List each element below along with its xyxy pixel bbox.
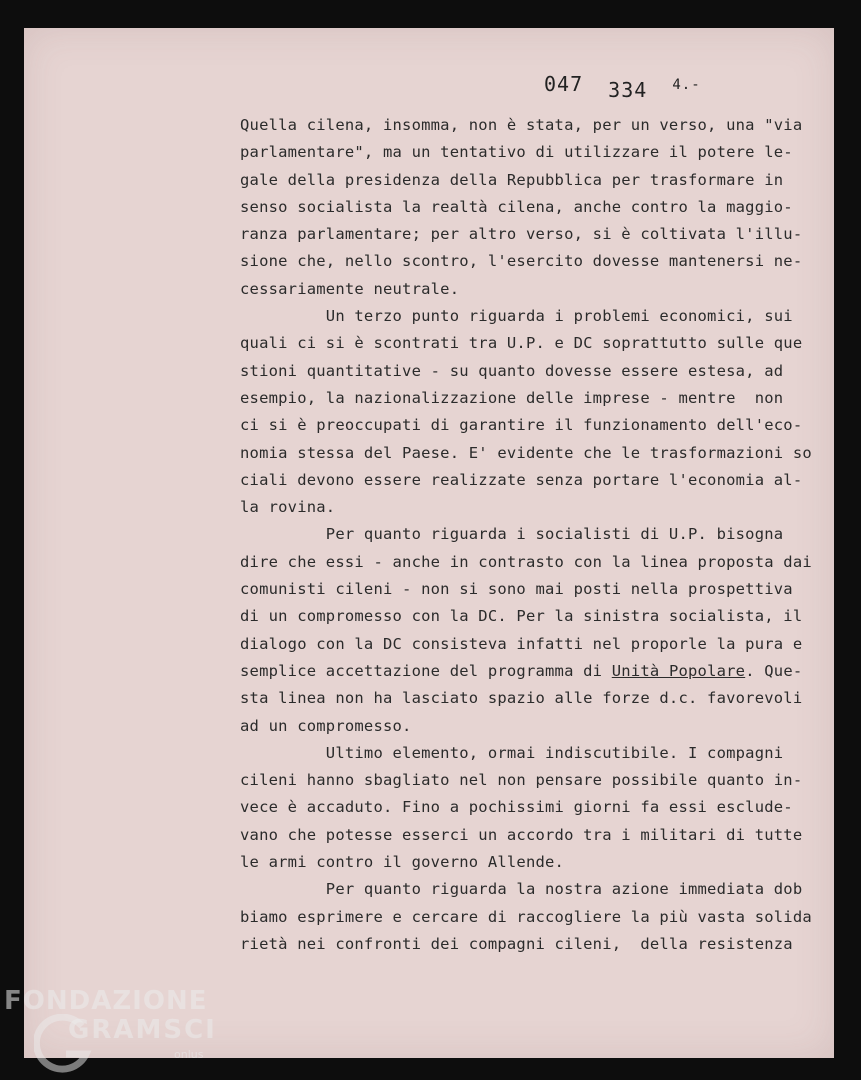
text-line: sta linea non ha lasciato spazio alle forze d.c. favorevoli (240, 689, 803, 708)
watermark-line-2: GRAMSCI (68, 1015, 217, 1045)
archive-number-1: 047 (544, 72, 584, 96)
text-line: gale della presidenza della Repubblica per trasformare in (240, 170, 784, 189)
text-line: sione che, nello scontro, l'esercito dovesse mantenersi ne- (240, 252, 803, 271)
page-marker: 4.- (672, 77, 701, 93)
underlined-term: Unità Popolare (611, 661, 746, 680)
text-line: semplice accettazione del programma di Unità Popolare. Que- (240, 661, 803, 680)
text-line: Quella cilena, insomma, non è stata, per un verso, una "via (240, 116, 803, 134)
text-line: ci si è preoccupati di garantire il funzionamento dell'eco- (240, 416, 803, 435)
text-line: ciali devono essere realizzate senza portare l'economia al- (240, 470, 803, 489)
text-line: le armi contro il governo Allende. (240, 853, 565, 872)
text-line: cileni hanno sbagliato nel non pensare possibile quanto in- (240, 771, 803, 790)
archive-number (544, 72, 713, 102)
text-line: cessariamente neutrale. (240, 279, 460, 298)
text-line: comunisti cileni - non si sono mai posti nella prospettiva (240, 580, 793, 599)
watermark-line-3: onlus (174, 1048, 204, 1061)
text-line: Per quanto riguarda i socialisti di U.P. bisogna (240, 525, 784, 544)
text-line: nomia stessa del Paese. E' evidente che le trasformazioni so (240, 443, 812, 462)
text-line: ad un compromesso. (240, 716, 412, 735)
text-line: ranza parlamentare; per altro verso, si è coltivata l'illu- (240, 225, 803, 244)
fondazione-gramsci-watermark (4, 986, 224, 1080)
text-line: la rovina. (240, 498, 336, 517)
text-line: biamo esprimere e cercare di raccogliere la più vasta solida (240, 907, 812, 926)
text-line: esempio, la nazionalizzazione delle imprese - mentre non (240, 388, 784, 407)
text-line: senso socialista la realtà cilena, anche contro la maggio- (240, 197, 793, 216)
text-line: Un terzo punto riguarda i problemi economici, sui (240, 307, 793, 326)
typed-text-body (240, 112, 825, 958)
text-line: dire che essi - anche in contrasto con la linea proposta dai (240, 552, 812, 571)
archive-number-2: 334 (608, 78, 648, 102)
document-page (24, 28, 834, 1058)
watermark-line-1: FONDAZIONE (4, 986, 208, 1016)
text-line: rietà nei confronti dei compagni cileni, della resistenza (240, 934, 793, 953)
text-line: Ultimo elemento, ormai indiscutibile. I compagni (240, 743, 784, 762)
text-line: Per quanto riguarda la nostra azione immediata dob (240, 880, 803, 899)
text-line: stioni quantitative - su quanto dovesse essere estesa, ad (240, 361, 784, 380)
text-line: quali ci si è scontrati tra U.P. e DC soprattutto sulle que (240, 334, 803, 353)
text-line: vano che potesse esserci un accordo tra i militari di tutte (240, 825, 803, 844)
text-line: dialogo con la DC consisteva infatti nel proporle la pura e (240, 634, 803, 653)
text-line: di un compromesso con la DC. Per la sinistra socialista, il (240, 607, 803, 626)
text-line: parlamentare", ma un tentativo di utilizzare il potere le- (240, 143, 793, 162)
text-line: vece è accaduto. Fino a pochissimi giorni fa essi esclude- (240, 798, 793, 817)
